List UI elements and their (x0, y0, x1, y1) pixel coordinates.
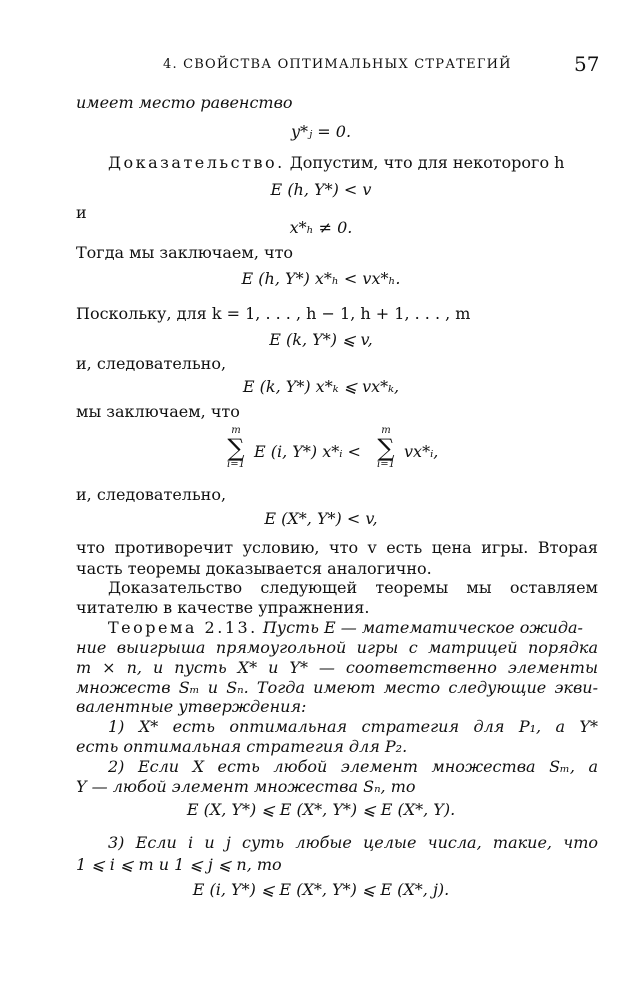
text-line: Y — любой элемент множества Sₙ, то (76, 777, 416, 796)
page-header (0, 52, 642, 78)
text-line: мы заключаем, что (76, 402, 240, 421)
text-line: 3) Если i и j суть любые целые числа, такие, что (108, 833, 598, 852)
running-head: 4. СВОЙСТВА ОПТИМАЛЬНЫХ СТРАТЕГИЙ (163, 57, 512, 72)
sum-right-expression: vx*ᵢ, (404, 442, 439, 461)
sum-left-expression: E (i, Y*) x*ᵢ < (254, 442, 361, 461)
text-line: 1 ⩽ i ⩽ m и 1 ⩽ j ⩽ n, то (76, 855, 282, 874)
text-line: Пусть E — математическое ожида- (257, 618, 583, 637)
text-line: валентные утверждения: (76, 697, 307, 716)
text-line: имеет место равенство (76, 93, 293, 112)
formula: E (X*, Y*) < v, (264, 509, 378, 528)
formula: x*ₕ ≠ 0. (289, 218, 353, 237)
sigma-symbol: ∑ (377, 434, 395, 462)
summation-formula (0, 424, 642, 480)
sum-operator-left (224, 426, 248, 470)
text-line: ние выигрыша прямоугольной игры с матрицей порядка (76, 638, 598, 657)
sum-upper-limit: m (231, 425, 241, 436)
sum-lower-limit: i=1 (227, 459, 245, 470)
text-line: Тогда мы заключаем, что (76, 243, 294, 262)
text-line: и (76, 203, 87, 222)
formula: E (h, Y*) < v (270, 180, 372, 199)
text-line: m × n, и пусть X* и Y* — соответственно элементы (76, 658, 598, 677)
text-line: Поскольку, для k = 1, . . . , h − 1, h + 1, . . . , m (76, 304, 471, 323)
sum-operator-right (374, 426, 398, 470)
sigma-symbol: ∑ (227, 434, 245, 462)
formula: y*ⱼ = 0. (290, 122, 352, 141)
text-line: Допустим, что для некоторого h (284, 153, 565, 172)
text-line: и, следовательно, (76, 485, 227, 504)
proof-start-line (0, 153, 642, 172)
text-line: 1) X* есть оптимальная стратегия для P₁, а Y* (108, 717, 598, 736)
text-line: Доказательство следующей теоремы мы оставляем (108, 578, 598, 597)
sum-upper-limit: m (381, 425, 391, 436)
sum-lower-limit: i=1 (377, 459, 395, 470)
formula: E (i, Y*) ⩽ E (X*, Y*) ⩽ E (X*, j). (192, 880, 450, 899)
theorem-start-line (0, 618, 642, 637)
text-line: 2) Если X есть любой элемент множества Sₘ, а (108, 757, 598, 776)
page-number: 57 (574, 52, 600, 76)
text-line: и, следовательно, (76, 354, 227, 373)
formula: E (k, Y*) ⩽ v, (269, 330, 373, 349)
text-line: множеств Sₘ и Sₙ. Тогда имеют место следующие экви- (76, 678, 598, 697)
text-line: часть теоремы доказывается аналогично. (76, 559, 432, 578)
theorem-label: Теорема 2.13. (108, 618, 258, 637)
text-line: читателю в качестве упражнения. (76, 598, 370, 617)
formula: E (X, Y*) ⩽ E (X*, Y*) ⩽ E (X*, Y). (186, 800, 456, 819)
proof-label: Доказательство. (108, 153, 285, 172)
formula: E (h, Y*) x*ₕ < vx*ₕ. (241, 269, 401, 288)
formula: E (k, Y*) x*ₖ ⩽ vx*ₖ, (242, 377, 400, 396)
text-line: есть оптимальная стратегия для P₂. (76, 737, 408, 756)
text-line: что противоречит условию, что v есть цена игры. Вторая (76, 538, 598, 557)
